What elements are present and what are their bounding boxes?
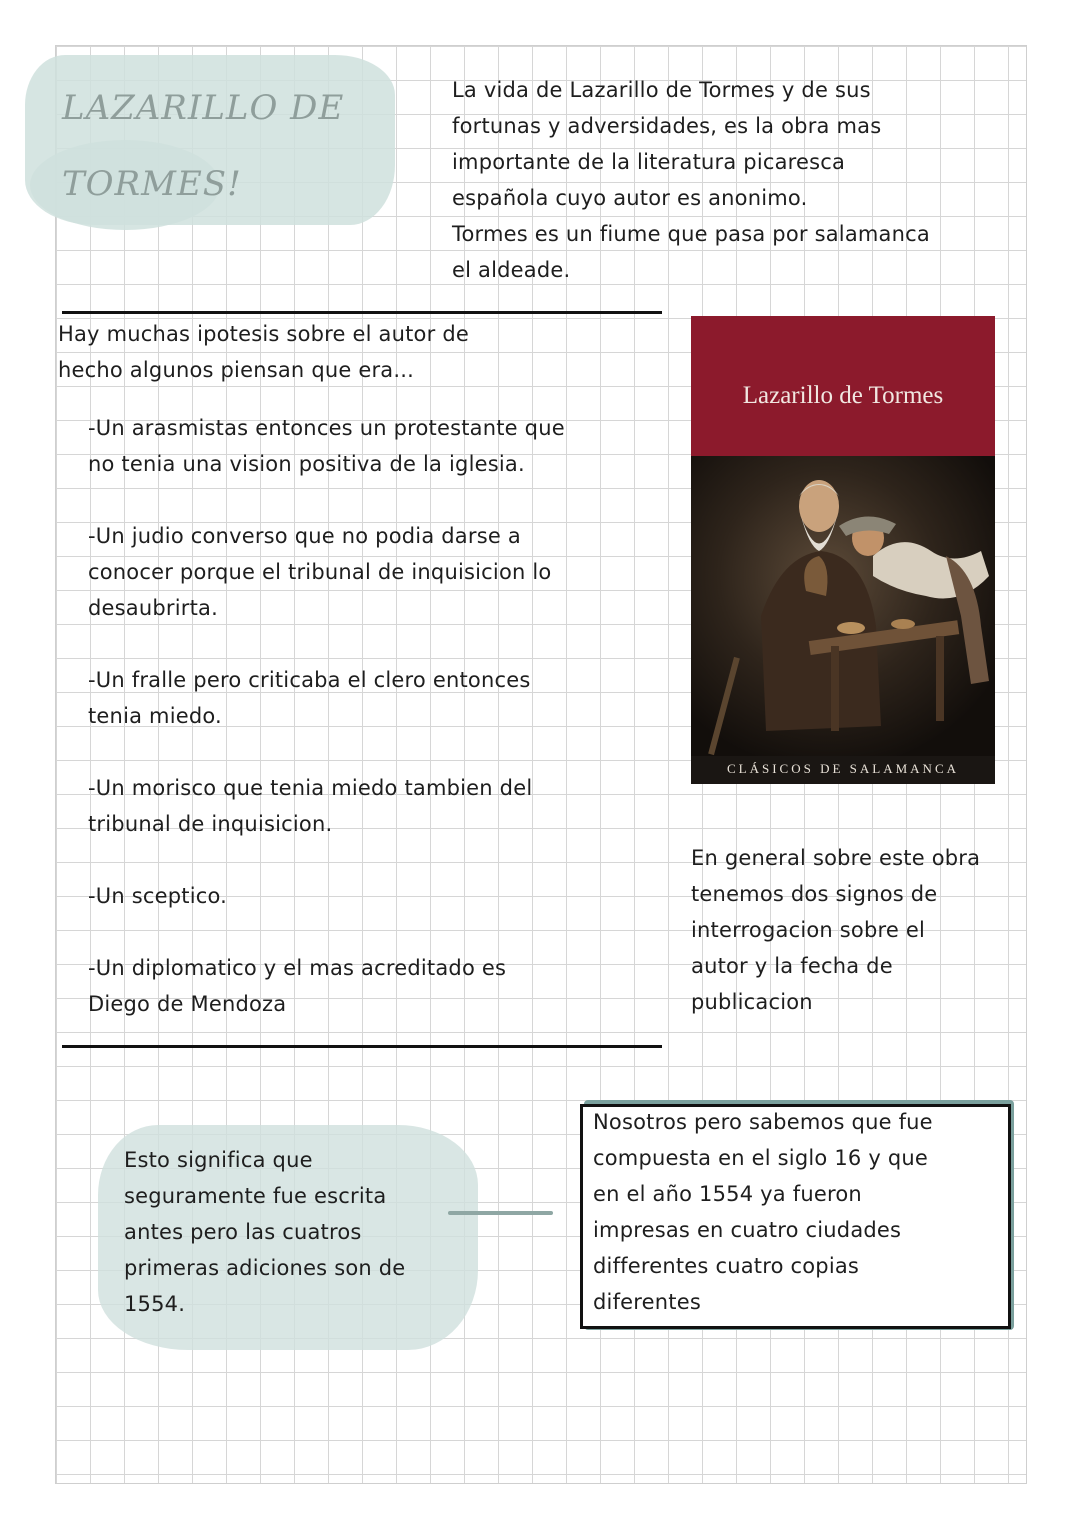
intro-paragraph: [452, 72, 930, 288]
general-note-line: interrogacion sobre el: [691, 918, 926, 942]
hypothesis-item-morisco: [88, 770, 532, 842]
intro-line: Tormes es un fiume que pasa por salamanca: [452, 222, 930, 246]
hypothesis-item-line: Diego de Mendoza: [88, 992, 287, 1016]
intro-line: el aldeade.: [452, 258, 571, 282]
boxed-note-line: Nosotros pero sabemos que fue: [593, 1110, 933, 1134]
book-cover-painting: [691, 456, 995, 756]
general-note: [691, 840, 980, 1020]
meaning-note-line: seguramente fue escrita: [124, 1184, 387, 1208]
hypothesis-intro: [58, 316, 469, 388]
hypothesis-item-line: tribunal de inquisicion.: [88, 812, 333, 836]
hypothesis-item-line: no tenia una vision positiva de la iglesia.: [88, 452, 525, 476]
intro-line: La vida de Lazarillo de Tormes y de sus: [452, 78, 871, 102]
boxed-note-line: en el año 1554 ya fueron: [593, 1182, 862, 1206]
boxed-note-line: compuesta en el siglo 16 y que: [593, 1146, 928, 1170]
boxed-note-line: diferentes: [593, 1290, 701, 1314]
hypothesis-item-line: -Un diplomatico y el mas acreditado es: [88, 956, 507, 980]
title-line-1: LAZARILLO DE: [62, 88, 345, 128]
hypothesis-item-sceptico: [88, 878, 227, 914]
general-note-line: tenemos dos signos de: [691, 882, 938, 906]
meaning-note-line: Esto significa que: [124, 1148, 313, 1172]
hypothesis-intro-line: hecho algunos piensan que era...: [58, 358, 414, 382]
meaning-note-line: primeras adiciones son de: [124, 1256, 406, 1280]
meaning-note-line: 1554.: [124, 1292, 186, 1316]
divider-bottom: [62, 1045, 662, 1048]
book-cover-title: Lazarillo de Tormes: [742, 382, 944, 409]
intro-line: importante de la literatura picaresca: [452, 150, 846, 174]
hypothesis-item-line: -Un arasmistas entonces un protestante que: [88, 416, 565, 440]
hypothesis-item-line: tenia miedo.: [88, 704, 222, 728]
general-note-line: En general sobre este obra: [691, 846, 981, 870]
hypothesis-item-judio: [88, 518, 551, 626]
connector-line: [448, 1211, 553, 1215]
hypothesis-item-line: -Un judio converso que no podia darse a: [88, 524, 521, 548]
hypothesis-intro-line: Hay muchas ipotesis sobre el autor de: [58, 322, 469, 346]
hypothesis-item-line: desaubrirta.: [88, 596, 218, 620]
hypothesis-item-fraile: [88, 662, 530, 734]
hypothesis-item-erasmista: [88, 410, 565, 482]
book-cover-image: [691, 316, 995, 784]
boxed-note: [593, 1104, 933, 1320]
general-note-line: publicacion: [691, 990, 813, 1014]
general-note-line: autor y la fecha de: [691, 954, 893, 978]
intro-line: española cuyo autor es anonimo.: [452, 186, 808, 210]
meaning-note-line: antes pero las cuatros: [124, 1220, 362, 1244]
hypothesis-item-line: -Un morisco que tenia miedo tambien del: [88, 776, 533, 800]
meaning-note: [124, 1142, 405, 1322]
hypothesis-item-line: -Un fralle pero criticaba el clero entonces: [88, 668, 531, 692]
title-line-2: TORMES!: [62, 164, 242, 204]
divider-top: [62, 311, 662, 314]
hypothesis-item-diplomatico: [88, 950, 506, 1022]
boxed-note-line: impresas en cuatro ciudades: [593, 1218, 902, 1242]
boxed-note-line: differentes cuatro copias: [593, 1254, 860, 1278]
intro-line: fortunas y adversidades, es la obra mas: [452, 114, 882, 138]
hypothesis-item-line: -Un sceptico.: [88, 884, 228, 908]
book-cover-series: CLÁSICOS DE SALAMANCA: [726, 761, 960, 776]
hypothesis-item-line: conocer porque el tribunal de inquisicion lo: [88, 560, 552, 584]
page-title: [62, 70, 344, 222]
